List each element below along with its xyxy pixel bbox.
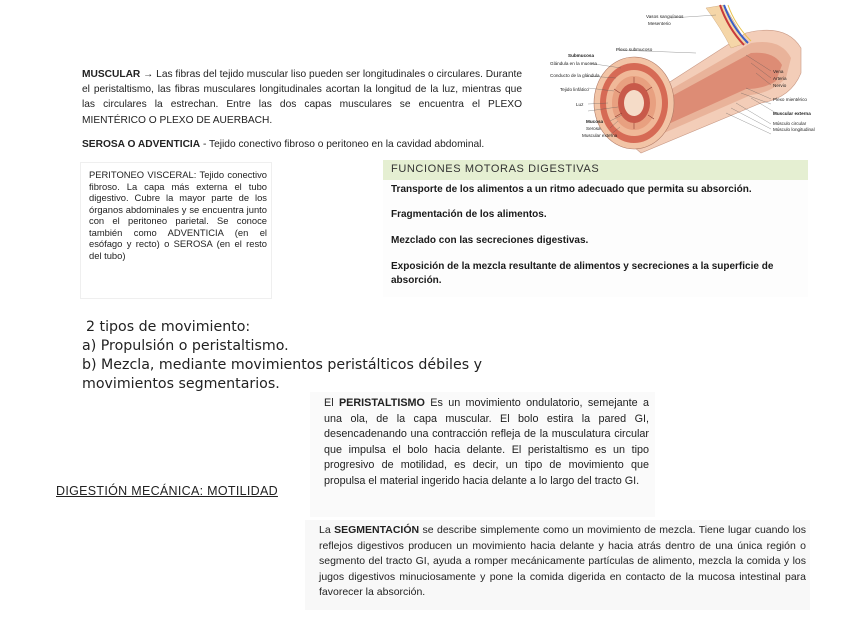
label-mucosa: Mucosa — [586, 119, 604, 124]
gi-wall-anatomy-figure — [546, 3, 815, 153]
segmentacion-box — [305, 520, 810, 610]
peristaltismo-pre: El — [324, 397, 334, 409]
label-luz: Luz — [576, 102, 584, 107]
muscular-paragraph — [82, 67, 522, 128]
tipos-movimiento — [82, 318, 482, 394]
label-plexo-submucoso: Plexo submucoso — [616, 47, 653, 52]
peristaltismo-paragraph — [324, 396, 649, 489]
label-mesenterio: Mesenterio — [648, 21, 671, 26]
label-plexo-mienterico: Plexo mientérico — [773, 97, 807, 102]
label-muscular-externa-right: Muscular externa — [773, 111, 811, 116]
label-conducto-glandula: Conducto de la glándula — [550, 73, 600, 78]
tipos-b2: movimientos segmentarios. — [82, 376, 280, 392]
serosa-text: - Tejido conectivo fibroso o peritoneo en la cavidad abdominal. — [202, 139, 485, 150]
label-tejido-linfatico: Tejido linfático — [560, 87, 589, 92]
peritoneo-text: PERITONEO VISCERAL: Tejido conectivo fibroso. La capa más externa el tubo digestivo. Cubre la mayor parte de los órganos abdominales y se encuentra junto con el peritoneo parietal. Se conoce también como ADVENTICIA (en el esófago y recto) o SEROSA (en el resto del tubo) — [89, 169, 267, 261]
label-submucosa: Submucosa — [568, 53, 595, 58]
digestion-mecanica-title: DIGESTIÓN MECÁNICA: MOTILIDAD — [56, 484, 278, 498]
serosa-term: SEROSA O ADVENTICIA — [82, 139, 201, 150]
segmentacion-pre: La — [319, 524, 331, 536]
peristaltismo-text: Es un movimiento ondulatorio, semejante a una ola, de la capa muscular. El bolo estira la pared GI, desencadenando una contracción refleja de la musculatura circular que impulsa el bolo hacia delante. El peristaltismo es un tipo progresivo de motilidad, es decir, un tipo de movimiento que propulsa el material ingerido hacia delante a lo largo del tracto GI. — [324, 397, 650, 487]
label-glandula-mucosa: Glándula en la mucosa — [550, 61, 597, 66]
funciones-list — [383, 180, 808, 297]
label-musculo-longitudinal: Músculo longitudinal — [773, 127, 815, 132]
peristaltismo-term: PERISTALTISMO — [338, 397, 425, 409]
muscular-term: MUSCULAR — [82, 69, 141, 80]
funcion-item: Exposición de la mezcla resultante de alimentos y secreciones a la superficie de absorción. — [391, 261, 774, 286]
serosa-paragraph — [82, 137, 522, 152]
funcion-item: Fragmentación de los alimentos. — [391, 209, 547, 220]
muscular-text: Las fibras del tejido muscular liso pueden ser longitudinales o circulares. Durante el peristaltismo, las fibras musculares longitudinales acortan la longitud de la luz, mientras que las circulares la estrechan. Entre las dos capas musculares se encuentra el PLEXO MIENTÉRICO O PLEXO DE AUERBACH. — [82, 69, 522, 126]
label-arteria: Arteria — [773, 76, 787, 81]
tipos-heading: 2 tipos de movimiento: — [86, 319, 251, 335]
label-musculo-circular: Músculo circular — [773, 121, 807, 126]
tipos-a: a) Propulsión o peristaltismo. — [82, 338, 289, 354]
label-vena: Vena — [773, 69, 784, 74]
label-muscular-externa: Muscular externa — [582, 133, 618, 138]
label-nervio: Nervio — [773, 83, 787, 88]
label-vasos: Vasos sanguíneos — [646, 14, 684, 19]
funciones-header — [383, 160, 808, 180]
tipos-b1: b) Mezcla, mediante movimientos peristálticos débiles y — [82, 357, 483, 373]
segmentacion-text: se describe simplemente como un movimiento de mezcla. Tiene lugar cuando los reflejos digestivos producen un movimiento hacia delante y hacia atrás dentro de una única región o segmento del tracto GI, ayuda a romper mecánicamente partículas de alimento, mezcla la comida y los jugos digestivos minuciosamente y pone la comida digerida en contacto de la mucosa intestinal para favorecer la absorción. — [319, 524, 806, 598]
segmentacion-term: SEGMENTACIÓN — [334, 524, 420, 536]
label-serosa: Serosa — [586, 126, 601, 131]
arrow-icon: → — [143, 69, 154, 80]
peristaltismo-box — [310, 392, 655, 517]
funcion-item: Mezclado con las secreciones digestivas. — [391, 235, 589, 246]
peritoneo-box — [80, 162, 272, 299]
funciones-title: FUNCIONES MOTORAS DIGESTIVAS — [391, 163, 600, 175]
funcion-item: Transporte de los alimentos a un ritmo adecuado que permita su absorción. — [391, 184, 752, 195]
segmentacion-paragraph — [319, 523, 806, 601]
